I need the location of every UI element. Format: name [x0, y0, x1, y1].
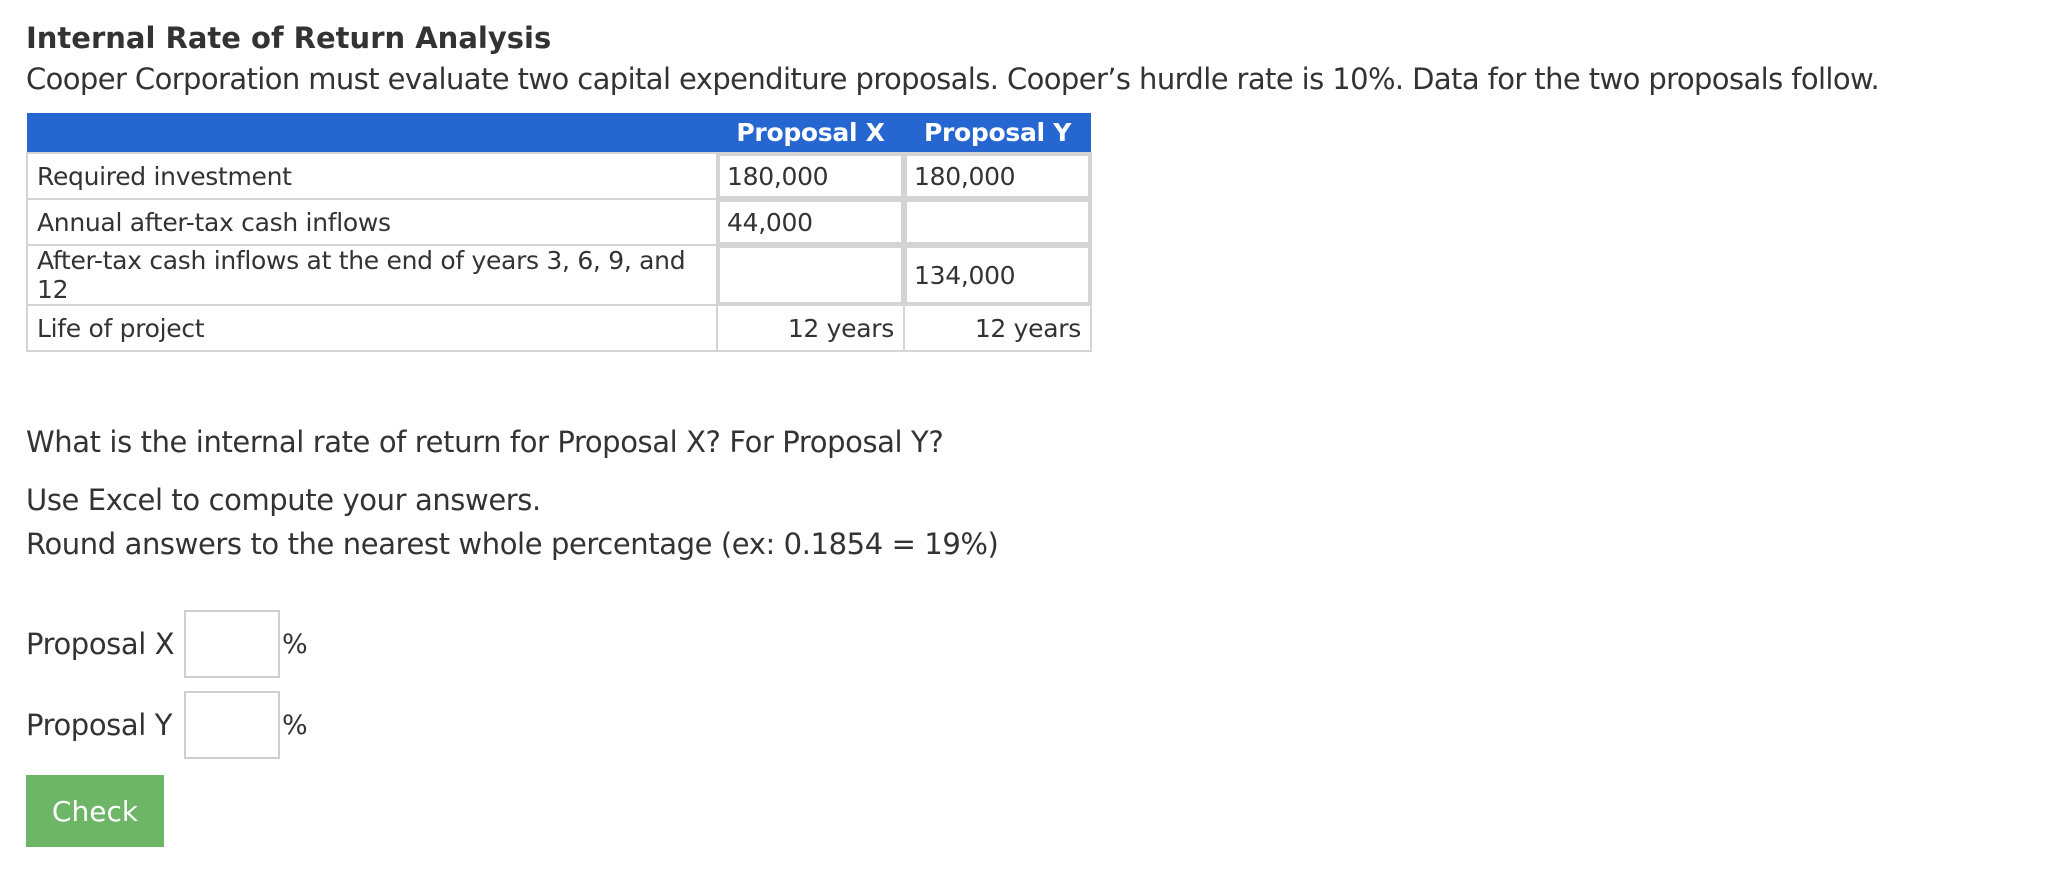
row-label: Annual after-tax cash inflows [27, 199, 717, 245]
row-label: Required investment [27, 153, 717, 199]
cell-proposal-y: 12 years [904, 305, 1091, 351]
answer-section [26, 608, 2032, 761]
percent-unit: % [282, 628, 308, 660]
proposal-y-label: Proposal Y [26, 708, 173, 742]
table-header-proposal-y: Proposal Y [904, 113, 1091, 153]
instructions [26, 478, 2032, 566]
instruction-excel: Use Excel to compute your answers. [26, 483, 541, 517]
cell-proposal-y: 180,000 [904, 153, 1091, 199]
page-title: Internal Rate of Return Analysis [26, 21, 552, 55]
table-header-blank [27, 113, 717, 153]
answer-row-proposal-x [26, 608, 2032, 680]
cell-proposal-x [717, 245, 904, 305]
cell-proposal-y [904, 199, 1091, 245]
instruction-rounding: Round answers to the nearest whole percentage (ex: 0.1854 = 19%) [26, 527, 999, 561]
row-label: After-tax cash inflows at the end of years 3, 6, 9, and 12 [27, 245, 717, 305]
proposal-x-label: Proposal X [26, 627, 175, 661]
question-text: What is the internal rate of return for Proposal X? For Proposal Y? [26, 425, 944, 459]
check-button[interactable]: Check [26, 775, 164, 847]
answer-row-proposal-y [26, 689, 2032, 761]
problem-container [26, 20, 2032, 847]
table-header-row [27, 113, 1091, 153]
problem-intro: Cooper Corporation must evaluate two capital expenditure proposals. Cooper’s hurdle rate is 10%. Data for the two proposals follow. [26, 62, 1880, 96]
cell-proposal-x: 180,000 [717, 153, 904, 199]
cell-proposal-x: 12 years [717, 305, 904, 351]
table-row [27, 245, 1091, 305]
table-header-proposal-x: Proposal X [717, 113, 904, 153]
row-label: Life of project [27, 305, 717, 351]
proposal-y-irr-input[interactable] [184, 691, 280, 759]
proposal-data-table [26, 113, 1092, 352]
percent-unit: % [282, 709, 308, 741]
table-row [27, 305, 1091, 351]
proposal-x-irr-input[interactable] [184, 610, 280, 678]
cell-proposal-x: 44,000 [717, 199, 904, 245]
table-row [27, 199, 1091, 245]
cell-proposal-y: 134,000 [904, 245, 1091, 305]
table-row [27, 153, 1091, 199]
